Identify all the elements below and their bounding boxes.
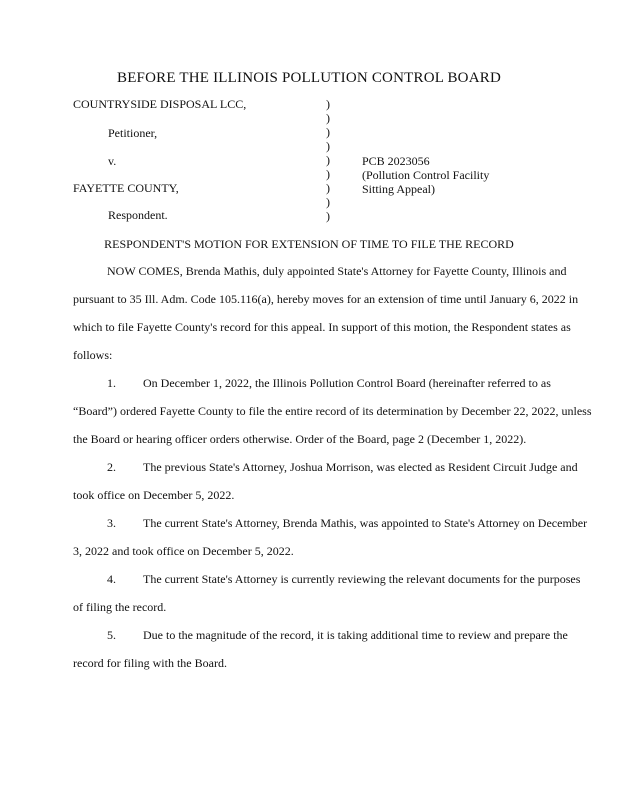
respondent-name: FAYETTE COUNTY, — [73, 181, 179, 195]
respondent-role: Respondent. — [108, 208, 168, 222]
petitioner-name: COUNTRYSIDE DISPOSAL LCC, — [73, 97, 247, 111]
caption-paren: ) — [326, 167, 330, 181]
intro-paragraph: NOW COMES, Brenda Mathis, duly appointed State's Attorney for Fayette County, Illinois and pursuant to 35 Ill. Adm. Code 105.116(a), hereby moves for an extension of time until January 6, 2022 in which to file Fayette County's record for this appeal. In support of this motion, the Respondent states as follows: — [73, 264, 579, 362]
paragraph-number: 3. — [107, 516, 116, 530]
paragraph-text: On December 1, 2022, the Illinois Pollution Control Board (hereinafter referred to as “Board”) ordered Fayette County to file the entire record of its determination by December 22, 2022, unless the Board or hearing officer orders otherwise. Order of the Board, page 2 (December 1, 2022). — [73, 376, 592, 446]
case-number: PCB 2023056 — [362, 154, 430, 168]
caption-paren: ) — [326, 97, 330, 111]
motion-body — [73, 257, 593, 677]
numbered-paragraph — [73, 621, 593, 677]
paragraph-text: The current State's Attorney, Brenda Mathis, was appointed to State's Attorney on December 3, 2022 and took office on December 5, 2022. — [73, 516, 588, 558]
caption-paren: ) — [326, 209, 330, 223]
numbered-paragraph — [73, 565, 593, 621]
numbered-paragraph — [73, 453, 593, 509]
paragraph-text: The current State's Attorney is currently reviewing the relevant documents for the purposes of filing the record. — [73, 572, 581, 614]
case-type-line1: (Pollution Control Facility — [362, 168, 490, 182]
paragraph-number: 2. — [107, 460, 116, 474]
caption-paren: ) — [326, 125, 330, 139]
versus-label: v. — [108, 154, 117, 168]
paragraph-number: 1. — [107, 376, 116, 390]
paragraph-text: Due to the magnitude of the record, it is taking additional time to review and prepare the record for filing with the Board. — [73, 628, 568, 670]
caption-paren: ) — [326, 111, 330, 125]
caption-paren: ) — [326, 195, 330, 209]
caption-paren: ) — [326, 181, 330, 195]
caption-paren: ) — [326, 139, 330, 153]
caption-paren: ) — [326, 153, 330, 167]
case-type-line2: Sitting Appeal) — [362, 182, 435, 196]
document-title: BEFORE THE ILLINOIS POLLUTION CONTROL BOARD — [116, 70, 501, 86]
motion-heading: RESPONDENT'S MOTION FOR EXTENSION OF TIME TO FILE THE RECORD — [104, 237, 514, 251]
paragraph-number: 4. — [107, 572, 116, 586]
numbered-paragraph — [73, 509, 593, 565]
paragraph-text: The previous State's Attorney, Joshua Morrison, was elected as Resident Circuit Judge and took office on December 5, 2022. — [73, 460, 578, 502]
numbered-paragraph — [73, 369, 593, 453]
case-number-block — [362, 154, 489, 196]
paragraph-number: 5. — [107, 628, 116, 642]
petitioner-role: Petitioner, — [108, 126, 158, 140]
